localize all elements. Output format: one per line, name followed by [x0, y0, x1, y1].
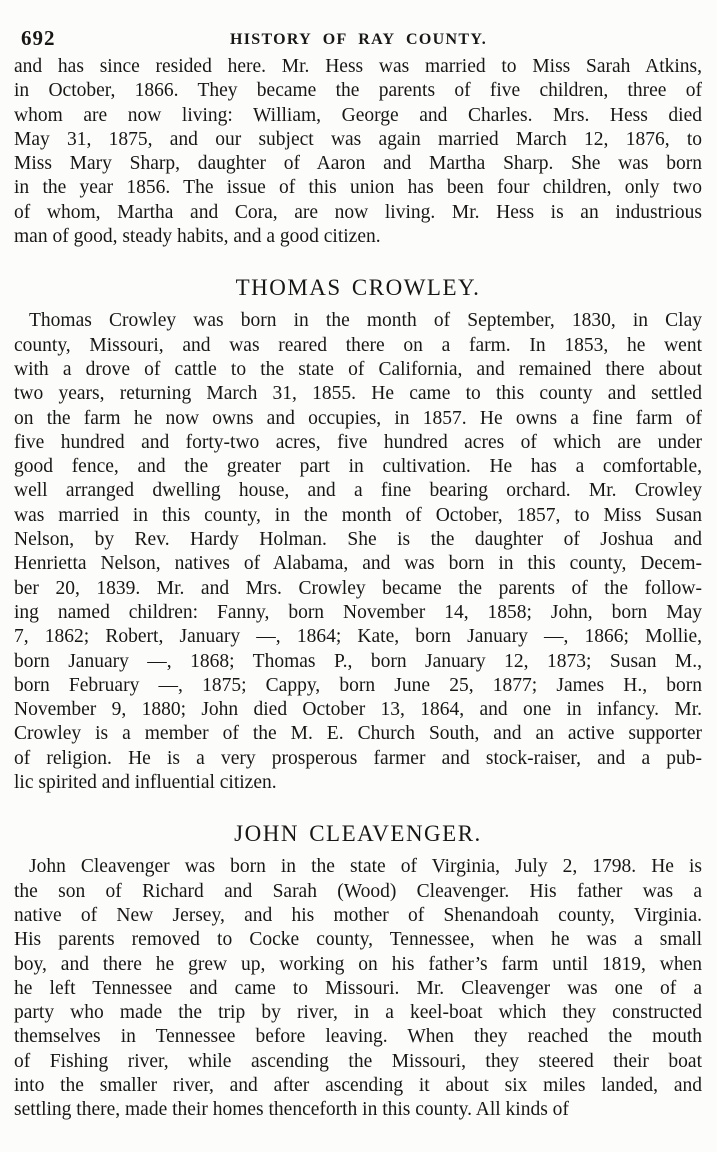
text-line: Crowley is a member of the M. E. Church South, and an active supporter: [14, 723, 702, 745]
text-line: on the farm he now owns and occupies, in 1857. He owns a fine farm of: [14, 407, 702, 429]
text-line: whom are now living: William, George and Charles. Mrs. Hess died: [14, 104, 702, 126]
text-line: John Cleavenger was born in the state of Virginia, July 2, 1798. He is: [29, 856, 702, 878]
text-line: Henrietta Nelson, natives of Alabama, and was born in this county, Decem-: [14, 553, 702, 575]
text-line: he left Tennessee and came to Missouri. Mr. Cleavenger was one of a: [14, 977, 702, 999]
text-line: born January —, 1868; Thomas P., born January 12, 1873; Susan M.,: [14, 650, 702, 672]
paragraph-hess-biography: [14, 55, 702, 249]
paragraph-john-cleavenger-biography: [14, 855, 702, 1122]
text-line: well arranged dwelling house, and a fine bearing orchard. Mr. Crowley: [14, 480, 702, 502]
text-line: His parents removed to Cocke county, Tennessee, when he was a small: [14, 929, 702, 951]
text-line: county, Missouri, and was reared there on a farm. In 1853, he went: [14, 334, 702, 356]
text-line: Thomas Crowley was born in the month of September, 1830, in Clay: [29, 310, 702, 332]
text-line: Miss Mary Sharp, daughter of Aaron and Martha Sharp. She was born: [14, 153, 702, 175]
text-line: lic spirited and influential citizen.: [14, 772, 277, 794]
page-header: [0, 27, 717, 51]
page-body: [14, 55, 702, 1123]
text-line: November 9, 1880; John died October 13, 1864, and one in infancy. Mr.: [14, 699, 702, 721]
text-line: was married in this county, in the month of October, 1857, to Miss Susan: [14, 504, 702, 526]
section-heading-john-cleavenger: JOHN CLEAVENGER.: [234, 821, 482, 847]
text-line: good fence, and the greater part in cultivation. He has a comfortable,: [14, 456, 702, 478]
text-line: into the smaller river, and after ascending it about six miles landed, and: [14, 1074, 702, 1096]
page-number: 692: [21, 26, 56, 50]
text-line: of Fishing river, while ascending the Missouri, they steered their boat: [14, 1050, 702, 1072]
text-line: of whom, Martha and Cora, are now living. Mr. Hess is an industrious: [14, 201, 702, 223]
text-line: ber 20, 1839. Mr. and Mrs. Crowley became the parents of the follow-: [14, 577, 702, 599]
text-line: in the year 1856. The issue of this union has been four children, only two: [14, 177, 702, 199]
text-line: the son of Richard and Sarah (Wood) Cleavenger. His father was a: [14, 880, 702, 902]
text-line: themselves in Tennessee before leaving. When they reached the mouth: [14, 1026, 702, 1048]
text-line: party who made the trip by river, in a keel-boat which they constructed: [14, 1002, 702, 1024]
text-line: Nelson, by Rev. Hardy Holman. She is the daughter of Joshua and: [14, 529, 702, 551]
text-line: and has since resided here. Mr. Hess was married to Miss Sarah Atkins,: [14, 56, 702, 77]
text-line: May 31, 1875, and our subject was again married March 12, 1876, to: [14, 128, 702, 150]
text-line: man of good, steady habits, and a good citizen.: [14, 226, 381, 248]
text-line: boy, and there he grew up, working on his father’s farm until 1819, when: [14, 953, 702, 975]
text-line: of religion. He is a very prosperous farmer and stock-raiser, and a pub-: [14, 747, 702, 769]
text-line: ing named children: Fanny, born November 14, 1858; John, born May: [14, 601, 702, 623]
text-line: five hundred and forty-two acres, five hundred acres of which are under: [14, 431, 702, 453]
text-line: two years, returning March 31, 1855. He came to this county and settled: [14, 383, 702, 405]
text-line: native of New Jersey, and his mother of Shenandoah county, Virginia.: [14, 904, 702, 926]
text-line: 7, 1862; Robert, January —, 1864; Kate, born January —, 1866; Mollie,: [14, 626, 702, 648]
running-header-title: HISTORY OF RAY COUNTY.: [229, 31, 488, 48]
text-line: in October, 1866. They became the parents of five children, three of: [14, 80, 702, 102]
text-line: born February —, 1875; Cappy, born June 25, 1877; James H., born: [14, 674, 702, 696]
section-heading-thomas-crowley: THOMAS CROWLEY.: [235, 275, 481, 301]
text-line: settling there, made their homes thenceforth in this county. All kinds of: [14, 1099, 569, 1121]
paragraph-thomas-crowley-biography: [14, 309, 702, 795]
text-line: with a drove of cattle to the state of California, and remained there about: [14, 358, 702, 380]
